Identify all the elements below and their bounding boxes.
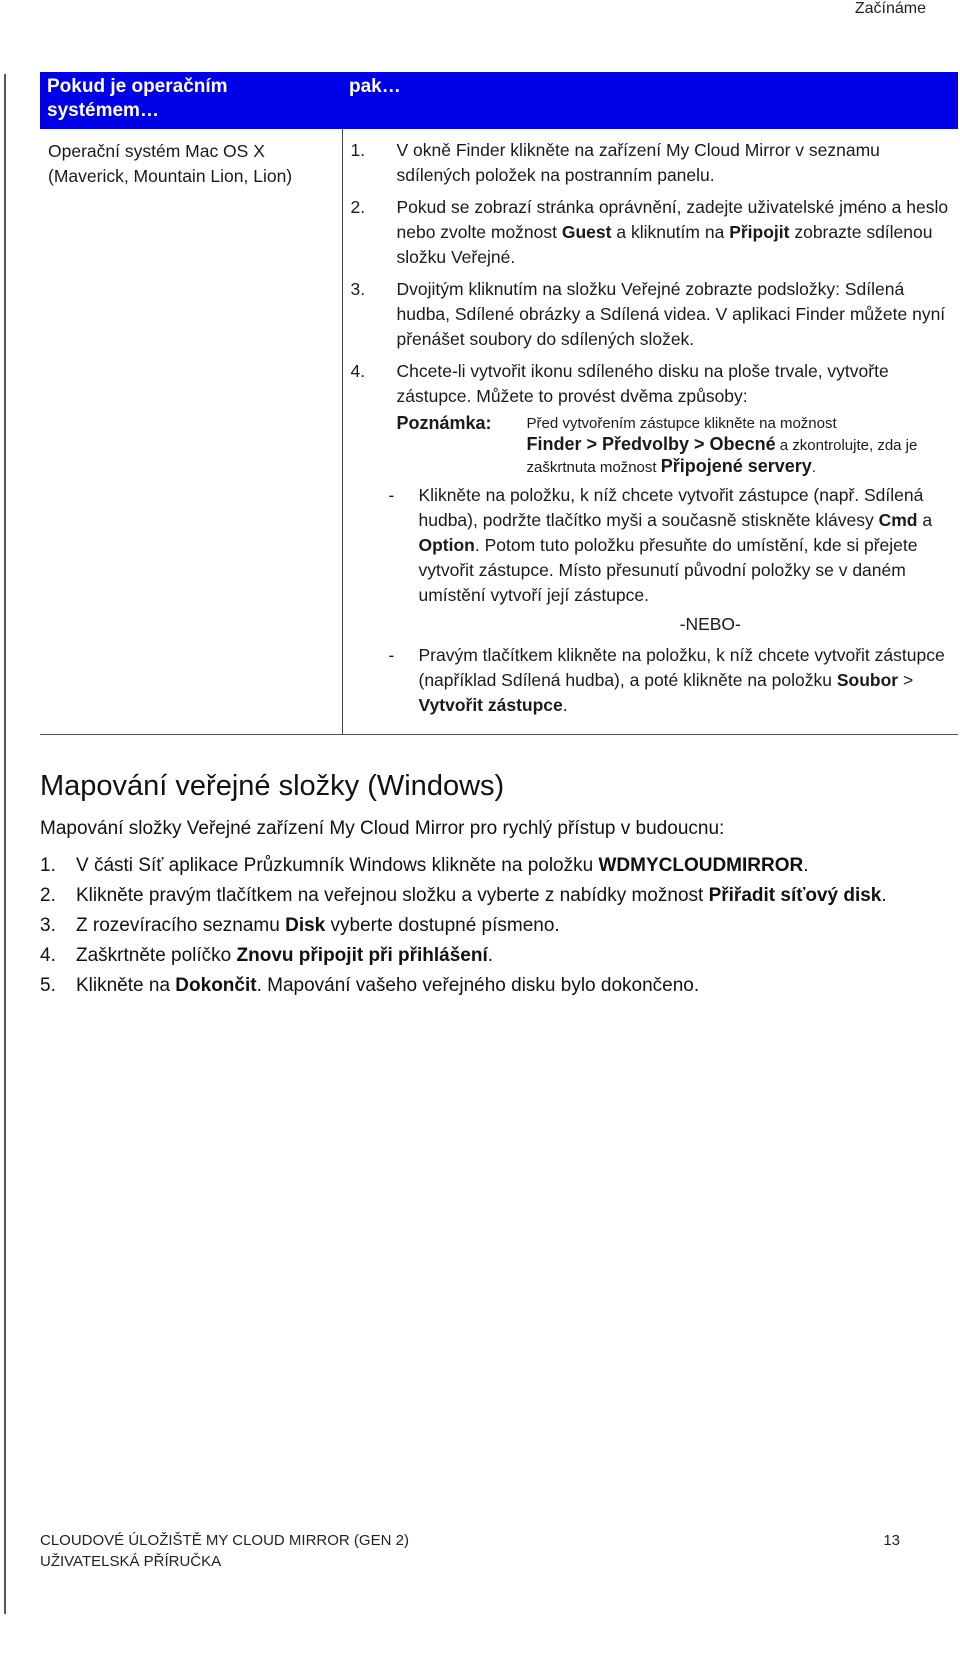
left-margin-rule bbox=[4, 74, 6, 1614]
step-number: 1. bbox=[40, 855, 56, 876]
shortcut-option-1 bbox=[389, 483, 951, 608]
step-number: 4. bbox=[40, 945, 56, 966]
step-text: Pokud se zobrazí stránka oprávnění, zadejte uživatelské jméno a heslo nebo zvolte možnost Guest a kliknutím na Připojit zobrazte sdílenou složku Veřejné. bbox=[396, 197, 949, 267]
step-text: Chcete-li vytvořit ikonu sdíleného disku na ploše trvale, vytvořte zástupce. Můžete to provést dvěma způsoby: bbox=[396, 361, 889, 406]
option-text: Klikněte na položku, k níž chcete vytvořit zástupce (např. Sdílená hudba), podržte tlačítko myši a současně stiskněte klávesy Cmd a Option. Potom tuto položku přesuňte do umístění, kde si přejete vytvořit zástupce. Místo přesunutí původní položky se v daném umístění vytvoří její zástupce. bbox=[418, 485, 933, 605]
note-label: Poznámka: bbox=[396, 413, 492, 433]
windows-steps-list bbox=[40, 852, 920, 1002]
mac-step-4 bbox=[351, 359, 951, 409]
step-number: 2. bbox=[350, 197, 366, 217]
section-intro: Mapování složky Veřejné zařízení My Cloud Mirror pro rychlý přístup v budoucnu: bbox=[40, 818, 725, 839]
list-item bbox=[40, 852, 920, 879]
running-header: Začínáme bbox=[854, 0, 926, 17]
os-name-cell: Operační systém Mac OS X (Maverick, Mountain Lion, Lion) bbox=[48, 141, 293, 186]
step-text: V okně Finder klikněte na zařízení My Cloud Mirror v seznamu sdílených položek na postranním panelu. bbox=[396, 140, 880, 185]
note-box bbox=[397, 413, 951, 478]
guest-option: Guest bbox=[561, 222, 612, 242]
step-number: 4. bbox=[350, 361, 366, 381]
table-header-os: Pokud je operačním systémem… bbox=[40, 72, 342, 129]
step-text: Klikněte pravým tlačítkem na veřejnou složku a vyberte z nabídky možnost Přiřadit síťový disk. bbox=[76, 885, 887, 906]
or-separator: -NEBO- bbox=[679, 614, 741, 634]
dash-marker: - bbox=[388, 645, 395, 665]
note-text: Před vytvořením zástupce klikněte na možnost Finder > Předvolby > Obecné a zkontrolujte, zda je zaškrtnuta možnost Připojené servery. bbox=[526, 415, 918, 476]
os-instructions-table bbox=[40, 72, 958, 735]
list-item bbox=[40, 942, 920, 969]
step-number: 1. bbox=[350, 140, 366, 160]
list-item bbox=[40, 882, 920, 909]
step-number: 3. bbox=[350, 279, 366, 299]
section-title: Mapování veřejné složky (Windows) bbox=[40, 770, 505, 802]
page-number: 13 bbox=[883, 1532, 900, 1549]
list-item bbox=[40, 972, 920, 999]
step-text: V části Síť aplikace Průzkumník Windows klikněte na položku WDMYCLOUDMIRROR. bbox=[76, 855, 809, 876]
mac-steps-cell bbox=[342, 129, 958, 735]
shortcut-option-2 bbox=[389, 643, 951, 718]
step-number: 5. bbox=[40, 975, 56, 996]
table-header-then: pak… bbox=[342, 72, 958, 129]
list-item bbox=[40, 912, 920, 939]
mac-step-2 bbox=[351, 195, 951, 270]
step-number: 3. bbox=[40, 915, 56, 936]
footer-line-2: UŽIVATELSKÁ PŘÍRUČKA bbox=[40, 1553, 222, 1570]
step-text: Klikněte na Dokončit. Mapování vašeho veřejného disku bylo dokončeno. bbox=[76, 975, 700, 996]
footer-line-1: CLOUDOVÉ ÚLOŽIŠTĚ MY CLOUD MIRROR (GEN 2) bbox=[40, 1532, 409, 1549]
mac-step-1 bbox=[351, 138, 951, 188]
footer-title bbox=[40, 1530, 409, 1572]
connect-option: Připojit bbox=[729, 222, 790, 242]
step-text: Z rozevíracího seznamu Disk vyberte dostupné písmeno. bbox=[76, 915, 560, 936]
step-text: Dvojitým kliknutím na složku Veřejné zobrazte podsložky: Sdílená hudba, Sdílené obrázky a Sdílená videa. V aplikaci Finder můžete nyní přenášet soubory do sdílených složek. bbox=[396, 279, 946, 349]
dash-marker: - bbox=[388, 485, 395, 505]
step-number: 2. bbox=[40, 885, 56, 906]
step-text: Zaškrtněte políčko Znovu připojit při přihlášení. bbox=[76, 945, 494, 966]
option-text: Pravým tlačítkem klikněte na položku, k níž chcete vytvořit zástupce (například Sdílená hudba), a poté klikněte na položku Soubor > Vytvořit zástupce. bbox=[418, 645, 945, 715]
mac-step-3 bbox=[351, 277, 951, 352]
